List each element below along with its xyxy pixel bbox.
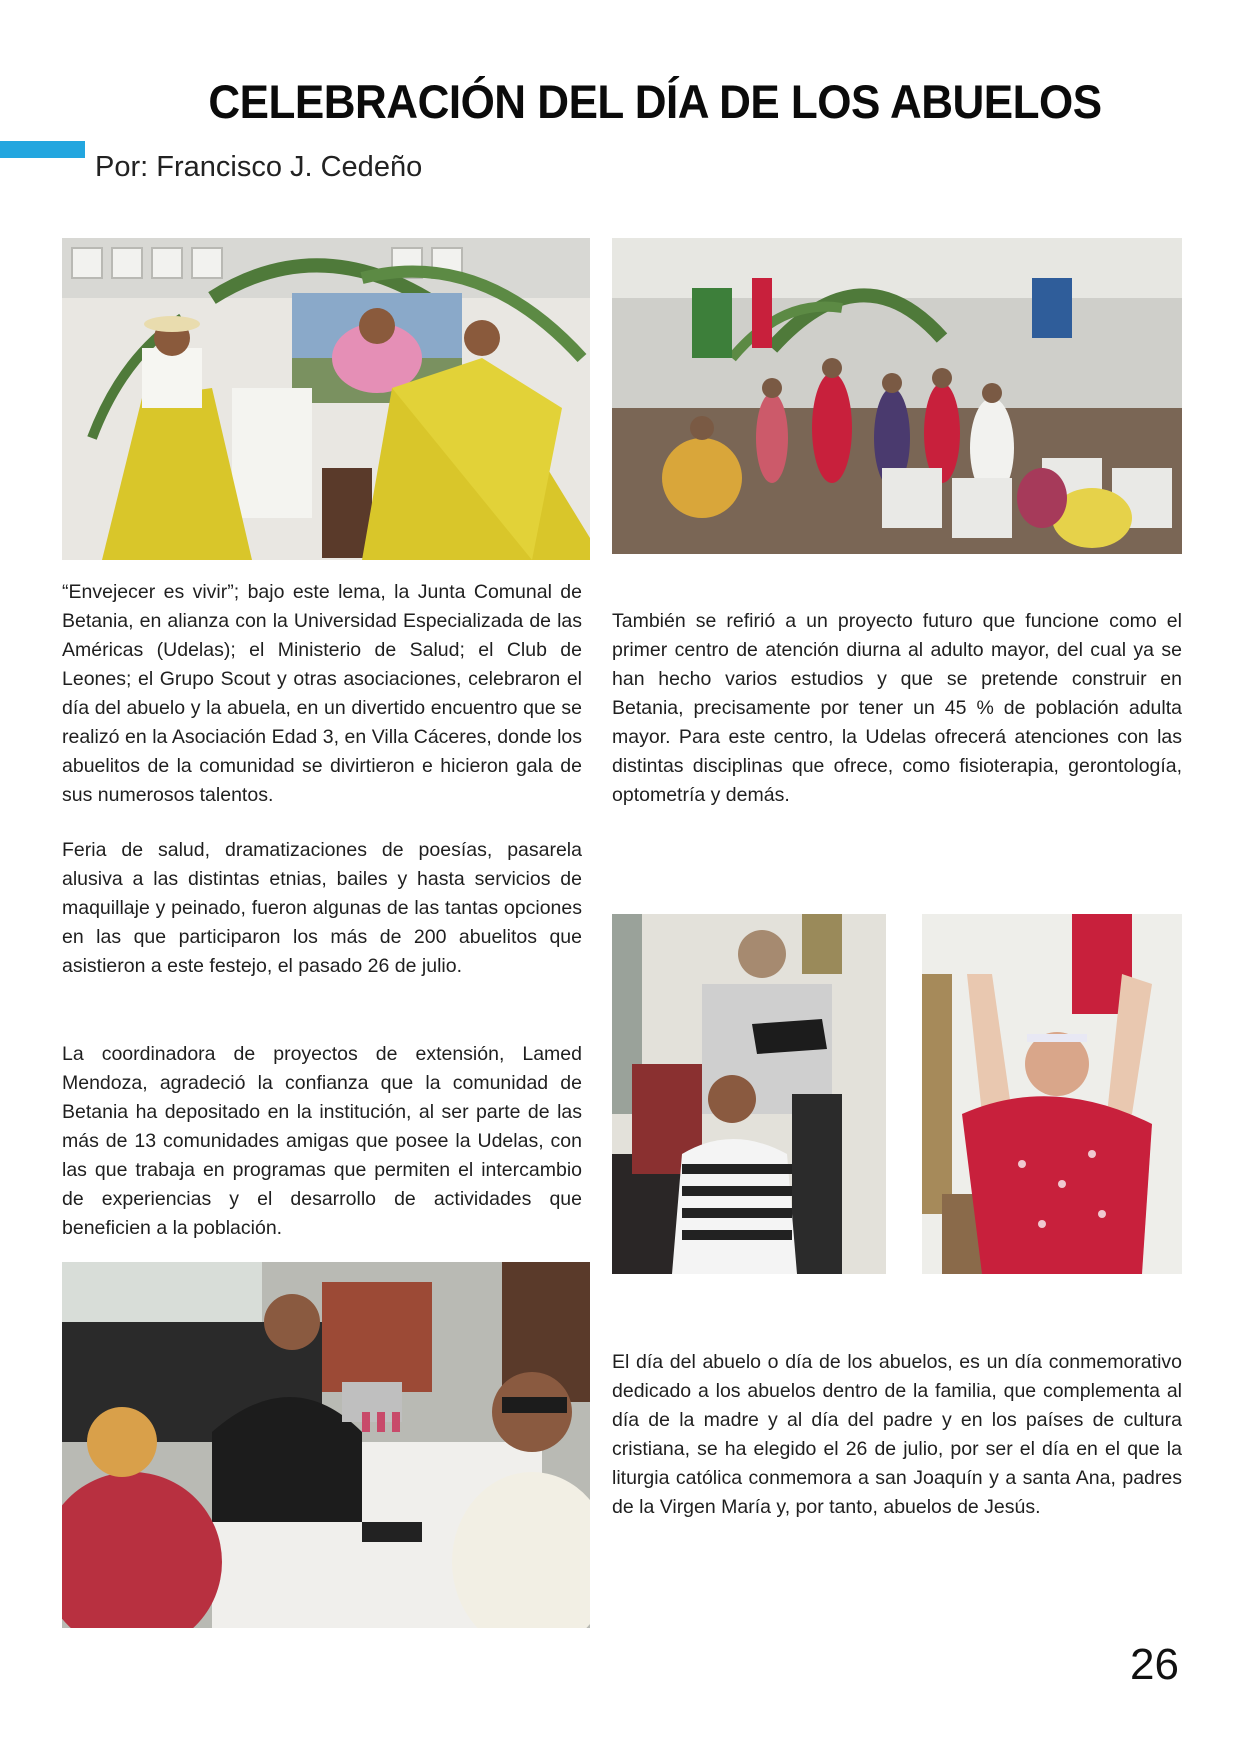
photo-woman-red-dress bbox=[922, 914, 1182, 1274]
photo-dancers-yellow bbox=[62, 238, 590, 560]
paragraph-intro bbox=[62, 578, 582, 810]
paragraph-3: La coordinadora de proyectos de extensión, Lamed Mendoza, agradeció la confianza que la comunidad de Betania ha depositado en la institución, al ser parte de las más de 13 comunidades amigas que posee la Udelas, con las que trabaja en programas que permiten el intercambio de experiencias y el desarrollo de actividades que beneficien a la población. bbox=[62, 1043, 582, 1239]
paragraph-5: El día del abuelo o día de los abuelos, es un día conmemorativo dedicado a los abuelos dentro de la familia, que complementa al día de la madre y al día del padre y en los países de cultura cristiana, se ha elegido el 26 de julio, por ser el día en el que la liturgia católica conmemora a san Joaquín y a santa Ana, padres de la Virgen María y, por tanto, abuelos de Jesús. bbox=[612, 1351, 1182, 1518]
paragraph-4: También se refirió a un proyecto futuro que funcione como el primer centro de atención diurna al adulto mayor, del cual ya se han hecho varios estudios y que se pretende construir en Betania, precisamente por tener un 45 % de población adulta mayor. Para este centro, la Udelas ofrecerá atenciones con las distintas disciplinas que ofrece, como fisioterapia, gerontología, optometría y demás. bbox=[612, 610, 1182, 806]
paragraph-definition bbox=[612, 1348, 1182, 1522]
photo-hair-styling bbox=[612, 914, 886, 1274]
paragraph-activities bbox=[62, 836, 582, 981]
paragraph-future-project bbox=[612, 607, 1182, 810]
paragraph-coordinator bbox=[62, 1040, 582, 1243]
page-number: 26 bbox=[1130, 1640, 1179, 1689]
byline: Por: Francisco J. Cedeño bbox=[95, 151, 423, 183]
paragraph-2: Feria de salud, dramatizaciones de poesías, pasarela alusiva a las distintas etnias, bailes y hasta servicios de maquillaje y peinado, fueron algunas de las tantas opciones en las que participaron los más de 200 abuelitos que asistieron a este festejo, el pasado 26 de julio. bbox=[62, 839, 582, 977]
photo-hall-dancing bbox=[612, 238, 1182, 554]
photo-manicure bbox=[62, 1262, 590, 1628]
accent-bar bbox=[0, 141, 85, 158]
article-title: CELEBRACIÓN DEL DÍA DE LOS ABUELOS bbox=[208, 76, 1102, 129]
paragraph-1: “Envejecer es vivir”; bajo este lema, la Junta Comunal de Betania, en alianza con la Universidad Especializada de las Américas (Udelas); el Ministerio de Salud; el Club de Leones; el Grupo Scout y otras asociaciones, celebraron el día del abuelo y la abuela, en un divertido encuentro que se realizó en la Asociación Edad 3, en Villa Cáceres, donde los abuelitos de la comunidad se divirtieron e hicieron gala de sus numerosos talentos. bbox=[62, 581, 582, 806]
